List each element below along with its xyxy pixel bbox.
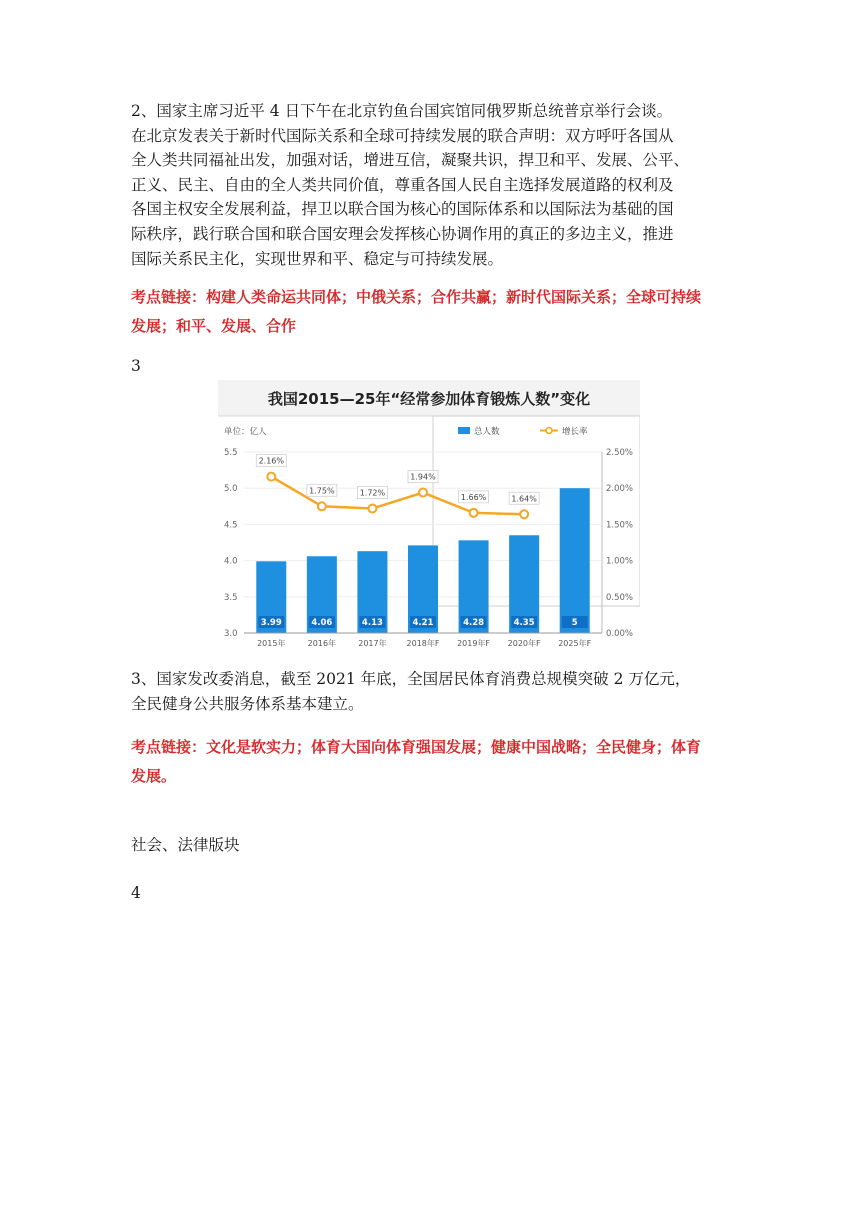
item2-key-points <box>131 283 731 340</box>
text-line: 际秩序，践行联合国和联合国安理会发挥核心协调作用的真正的多边主义，推进 <box>131 224 674 243</box>
text-line: 2、国家主席习近平 4 日下午在北京钓鱼台国宾馆同俄罗斯总统普京举行会谈。 <box>131 102 673 120</box>
text-line: 全人类共同福祉出发，加强对话，增进互信，凝聚共识，捍卫和平、发展、公平、 <box>131 151 690 170</box>
y-right-tick-label: 1.00% <box>606 556 634 567</box>
sports-participation-chart <box>218 380 640 662</box>
item3-paragraph <box>131 667 731 716</box>
y-left-tick-label: 3.0 <box>224 629 238 639</box>
legend-line-label: 增长率 <box>562 427 588 437</box>
key-points-line: 考点链接：构建人类命运共同体；中俄关系；合作共赢；新时代国际关系；全球可持续 <box>131 288 702 306</box>
legend-line-marker <box>546 428 552 434</box>
y-left-tick-label: 5.5 <box>224 448 238 458</box>
bar-value-label: 4.28 <box>463 618 485 628</box>
y-left-tick-label: 4.5 <box>224 520 238 531</box>
legend-bar-label: 总人数 <box>474 427 500 437</box>
chart-title: 我国2015—25年“经常参加体育锻炼人数”变化 <box>267 390 591 408</box>
growth-rate-point <box>419 489 427 497</box>
growth-rate-point <box>368 504 376 512</box>
y-right-tick-label: 2.00% <box>606 484 634 495</box>
growth-rate-label: 1.72% <box>359 488 386 498</box>
y-left-tick-label: 5.0 <box>224 484 238 495</box>
item2-paragraph <box>131 99 731 271</box>
key-points-line: 发展。 <box>131 766 177 785</box>
x-tick-label: 2019年F <box>457 639 491 648</box>
bar-value-label: 4.21 <box>412 618 434 628</box>
text-line: 3、国家发改委消息，截至 2021 年底，全国居民体育消费总规模突破 2 万亿元， <box>131 670 691 688</box>
growth-rate-label: 1.94% <box>410 472 436 482</box>
item-number-4: 4 <box>131 884 141 902</box>
bar-value-label: 5 <box>571 618 578 628</box>
growth-rate-label: 2.16% <box>258 456 284 466</box>
growth-rate-point <box>267 473 275 481</box>
growth-rate-label: 1.64% <box>511 494 537 504</box>
y-right-tick-label: 0.00% <box>606 629 634 639</box>
y-right-tick-label: 0.50% <box>606 592 634 603</box>
y-right-tick-label: 2.50% <box>606 448 634 458</box>
y-left-tick-label: 3.5 <box>224 592 238 603</box>
growth-rate-point <box>520 510 528 518</box>
bar <box>560 488 590 633</box>
y-left-tick-label: 4.0 <box>224 556 238 567</box>
growth-rate-label: 1.75% <box>309 486 335 496</box>
x-tick-label: 2025年F <box>558 639 592 648</box>
y-right-tick-label: 1.50% <box>606 520 634 531</box>
x-tick-label: 2017年 <box>358 639 387 648</box>
bar-value-label: 4.06 <box>311 618 333 628</box>
growth-rate-point <box>318 502 326 510</box>
growth-rate-point <box>470 509 478 517</box>
x-tick-label: 2020年F <box>507 639 541 648</box>
key-points-line: 考点链接：文化是软实力；体育大国向体育强国发展；健康中国战略；全民健身；体育 <box>131 738 702 756</box>
growth-rate-label: 1.66% <box>460 492 487 502</box>
unit-label: 单位：亿人 <box>224 427 267 437</box>
bar-value-label: 3.99 <box>260 618 282 628</box>
key-points-line: 发展；和平、发展、合作 <box>131 316 297 335</box>
text-line: 在北京发表关于新时代国际关系和全球可持续发展的联合声明：双方呼吁各国从 <box>131 126 674 145</box>
text-line: 全民健身公共服务体系基本建立。 <box>131 694 364 713</box>
bar-value-label: 4.13 <box>361 618 383 628</box>
text-line: 各国主权安全发展利益，捍卫以联合国为核心的国际体系和以国际法为基础的国 <box>131 200 674 219</box>
item-number-3: 3 <box>131 357 141 375</box>
legend-bar-swatch <box>458 427 470 434</box>
x-tick-label: 2015年 <box>257 639 286 648</box>
item3-key-points <box>131 733 731 790</box>
x-tick-label: 2018年F <box>406 639 440 648</box>
text-line: 国际关系民主化，实现世界和平、稳定与可持续发展。 <box>131 249 504 268</box>
section-title: 社会、法律版块 <box>131 836 240 854</box>
text-line: 正义、民主、自由的全人类共同价值，尊重各国人民自主选择发展道路的权利及 <box>131 175 674 194</box>
bar-value-label: 4.35 <box>513 618 535 628</box>
x-tick-label: 2016年 <box>307 639 337 648</box>
